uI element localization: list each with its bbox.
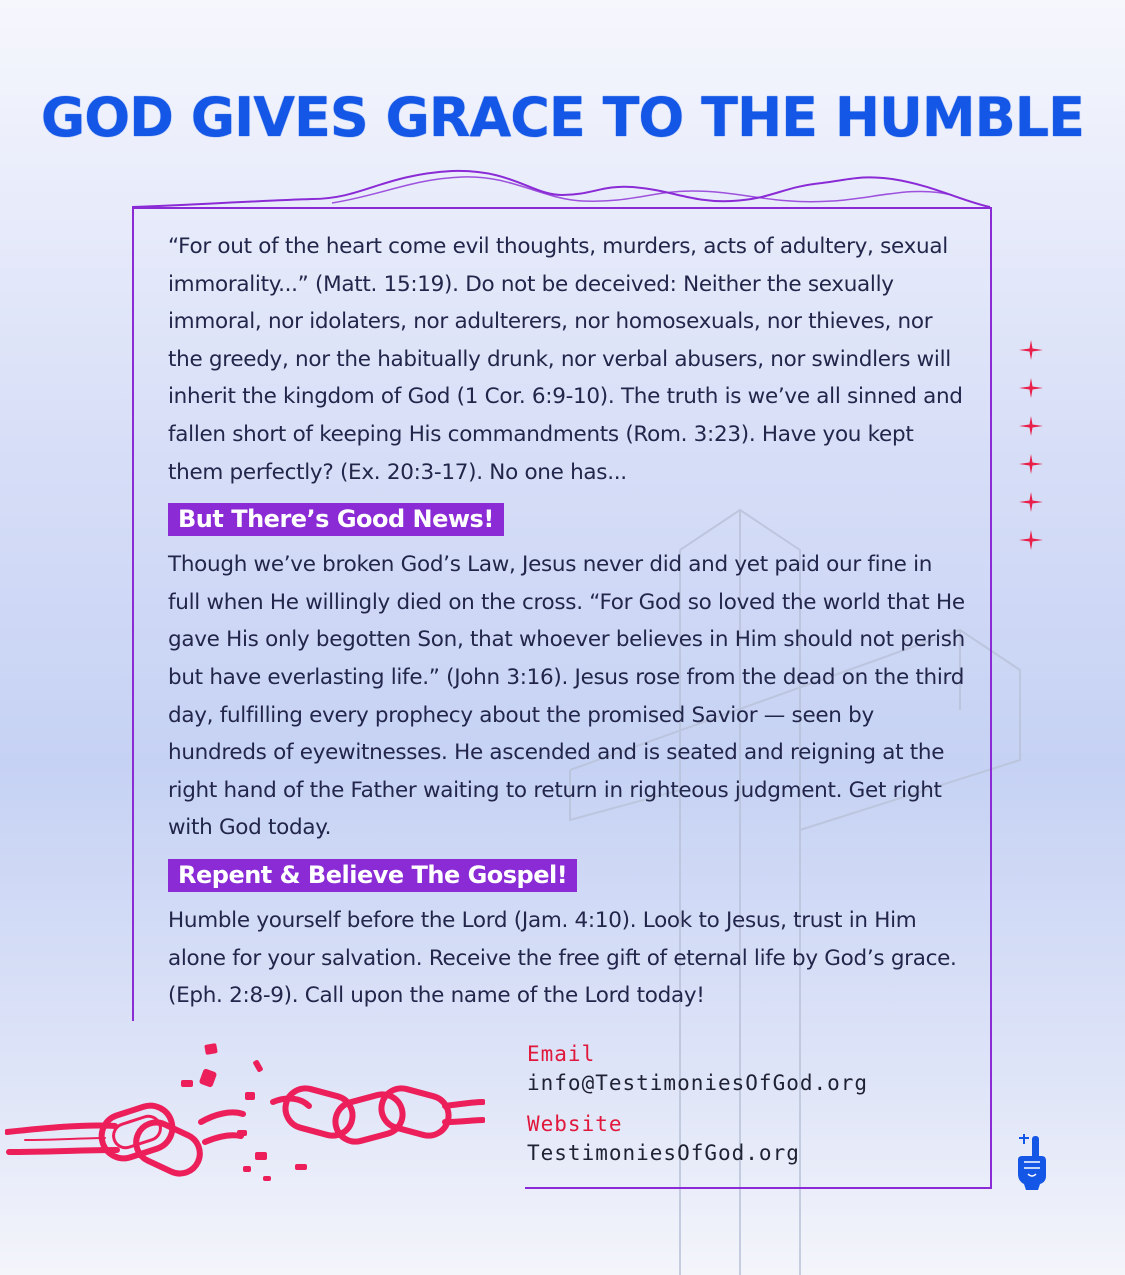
email-address[interactable]: info@TestimoniesOfGod.org — [527, 1071, 869, 1095]
frame-squiggle-top — [132, 165, 992, 211]
website-link[interactable]: TestimoniesOfGod.org — [527, 1141, 800, 1165]
intro-paragraph: “For out of the heart come evil thoughts, murders, acts of adultery, sexual immorality...” (Matt. 15:19). Do not be deceived: Neither the sexually immoral, nor idolaters, nor adulterers, nor homosexuals, nor thieves, nor the greedy, nor the habitually drunk, nor verbal abusers, nor swindlers will inherit the kingdom of God (1 Cor. 6:9-10). The truth is we’ve all sinned and fallen short of keeping His commandments (Rom. 3:23). Have you kept them perfectly? (Ex. 20:3-17). No one has... — [168, 234, 963, 485]
hand-pointing-up-icon — [1014, 1134, 1048, 1190]
good-news-paragraph: Though we’ve broken God’s Law, Jesus never did and yet paid our fine in full when He willingly died on the cross. “For God so loved the world that He gave His only begotten Son, that whoever believes in Him should not perish but have everlasting life.” (John 3:16). Jesus rose from the dead on the third day, fulfilling every prophecy about the promised Savior — seen by hundreds of eyewitnesses. He ascended and is seated and reigning at the right hand of the Father waiting to return in righteous judgment. Get right with God today. — [168, 552, 965, 841]
email-label: Email — [527, 1042, 596, 1066]
sparkle-star-icon — [1019, 416, 1043, 436]
sparkle-star-icon — [1019, 530, 1043, 550]
broken-chain-illustration — [5, 1040, 485, 1200]
content-body — [168, 228, 968, 1015]
sparkle-star-icons — [1017, 338, 1045, 558]
sparkle-star-icon — [1019, 378, 1043, 398]
repent-paragraph: Humble yourself before the Lord (Jam. 4:10). Look to Jesus, trust in Him alone for your salvation. Receive the free gift of eternal life by God’s grace. (Eph. 2:8-9). Call upon the name of the Lord today! — [168, 907, 957, 1009]
repent-heading: Repent & Believe The Gospel! — [168, 859, 577, 892]
page-title: GOD GIVES GRACE TO THE HUMBLE — [40, 86, 1085, 149]
sparkle-star-icon — [1019, 492, 1043, 512]
sparkle-star-icon — [1019, 340, 1043, 360]
sparkle-star-icon — [1019, 454, 1043, 474]
website-label: Website — [527, 1112, 623, 1136]
contact-block — [527, 1040, 868, 1180]
good-news-heading: But There’s Good News! — [168, 503, 504, 536]
